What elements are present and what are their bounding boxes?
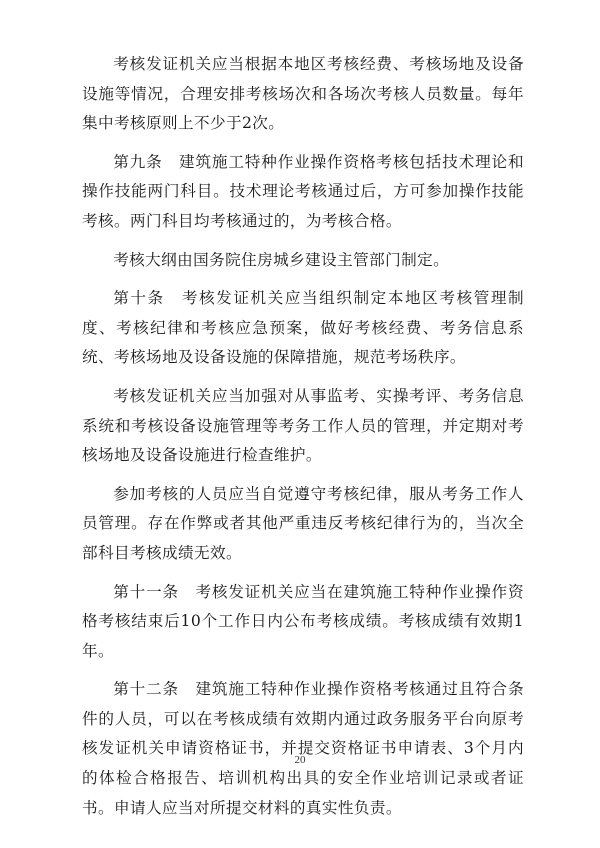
body-text xyxy=(82,50,524,832)
paragraph-article-10: 第十条 考核发证机关应当组织制定本地区考核管理制度、考核纪律和考核应急预案，做好考核经费、考务信息系统、考核场地及设备设施的保障措施，规范考场秩序。 xyxy=(82,289,524,367)
paragraph-article-12: 第十二条 建筑施工特种作业操作资格考核通过且符合条件的人员，可以在考核成绩有效期内通过政务服务平台向原考核发证机关申请资格证书，并提交资格证书申请表、3个月内的体检合格报告、培训机构出具的安全作业培训记录或者证书。申请人应当对所提交材料的真实性负责。 xyxy=(82,680,524,817)
paragraph-exam-outline: 考核大纲由国务院住房城乡建设主管部门制定。 xyxy=(113,250,450,269)
paragraph-article-9: 第九条 建筑施工特种作业操作资格考核包括技术理论和操作技能两门科目。技术理论考核通过后，方可参加操作技能考核。两门科目均考核通过的，为考核合格。 xyxy=(82,152,524,230)
paragraph-exam-staff-management: 考核发证机关应当加强对从事监考、实操考评、考务信息系统和考核设备设施管理等考务工作人员的管理，并定期对考核场地及设备设施进行检查维护。 xyxy=(82,386,524,465)
paragraph-exam-discipline: 参加考核的人员应当自觉遵守考核纪律，服从考务工作人员管理。存在作弊或者其他严重违反考核纪律行为的，当次全部科目考核成绩无效。 xyxy=(82,484,524,562)
paragraph-exam-arrangement: 考核发证机关应当根据本地区考核经费、考核场地及设备设施等情况，合理安排考核场次和各场次考核人员数量。每年集中考核原则上不少于2次。 xyxy=(82,55,524,133)
page-number: 20 xyxy=(294,754,306,766)
paragraph-article-11: 第十一条 考核发证机关应当在建筑施工特种作业操作资格考核结束后10个工作日内公布考核成绩。考核成绩有效期1年。 xyxy=(82,582,524,660)
